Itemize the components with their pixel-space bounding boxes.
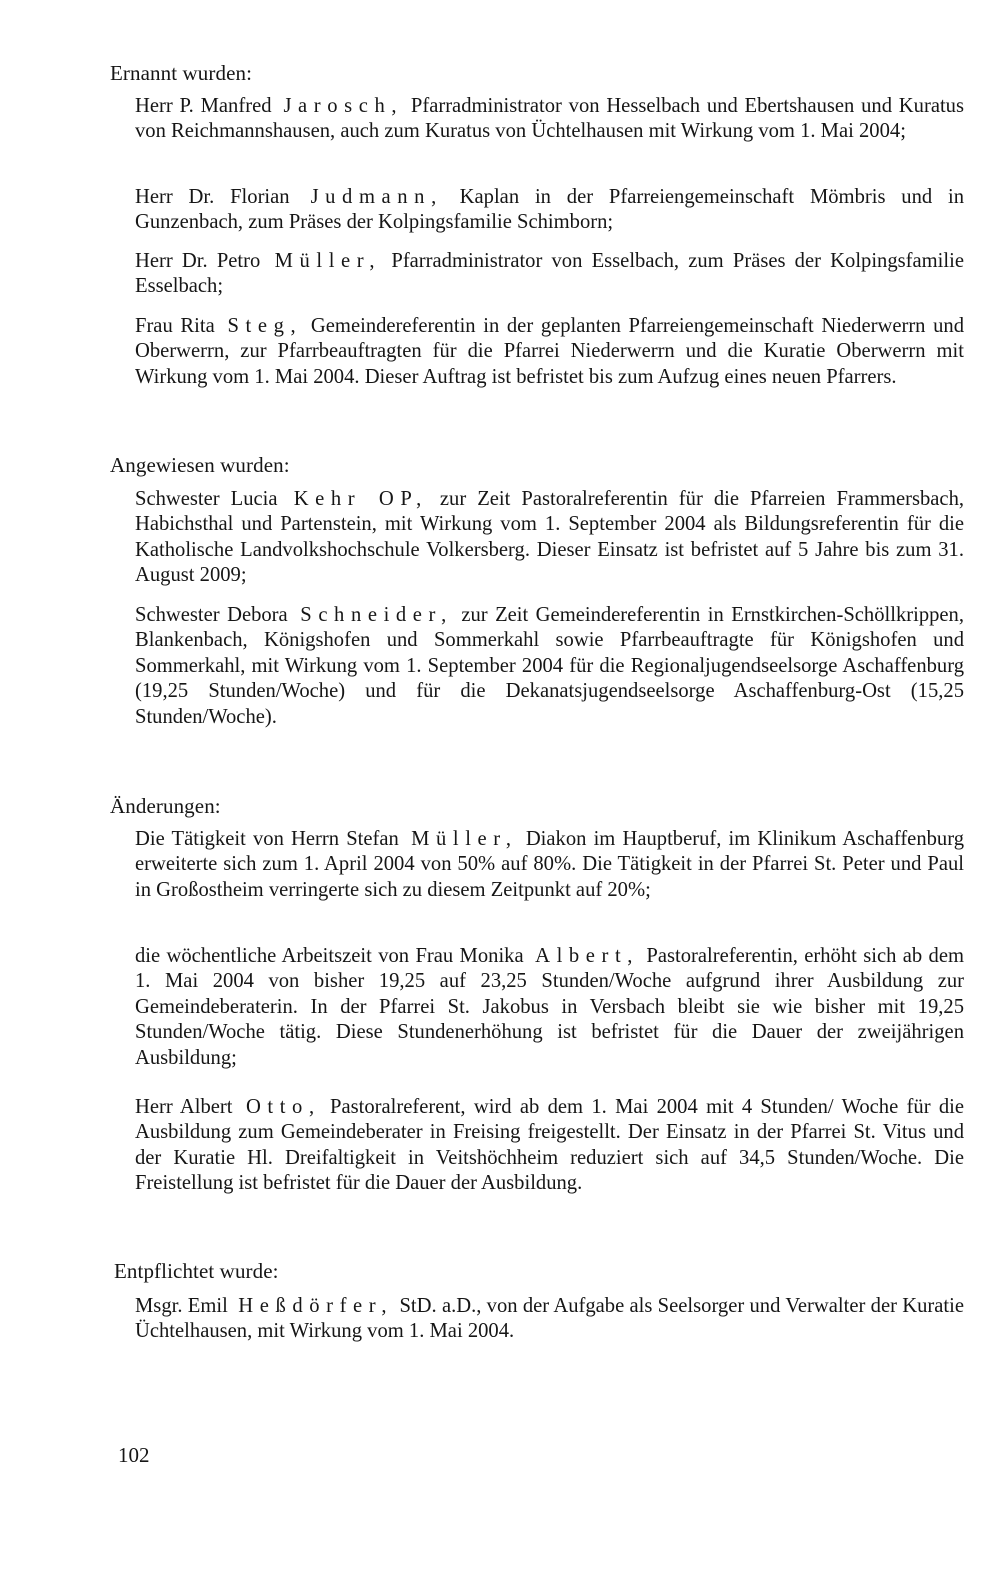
entry-intro: Herr Dr. Florian (135, 186, 290, 208)
person-name: Kehr OP, (293, 488, 428, 510)
entry-intro: Frau Rita (135, 315, 215, 337)
entry-intro: Msgr. Emil (135, 1295, 228, 1317)
person-name: Müller, (274, 250, 382, 272)
entry-intro: Herr Albert (135, 1096, 233, 1118)
entry-schneider (135, 603, 964, 730)
entry-text: zur Zeit Gemeindereferentin in Ernstkirchen-Schöllkrippen, Blankenbach, Königshofen und Sommerkahl sowie Pfarrbeauftragte für Königshofen und Sommerkahl, mit Wirkung vom 1. September 2004 für die Regionaljugendseelsorge Aschaffenburg (19,25 Stunden/Woche) und für die Dekanatsjugendseelsorge Aschaffenburg-Ost (15,25 Stunden/Woche). (135, 604, 965, 728)
entry-intro: Schwester Lucia (135, 488, 278, 510)
entry-intro: Schwester Debora (135, 604, 288, 626)
section-heading-entpflichtet: Entpflichtet wurde: (114, 1259, 279, 1283)
entry-albert (135, 944, 964, 1071)
person-name: Judmann, (310, 186, 443, 208)
entry-text: StD. a.D., von der Aufgabe als Seelsorger und Verwalter der Kuratie Üchtelhausen, mit Wirkung vom 1. Mai 2004. (135, 1295, 964, 1343)
entry-text: Gemeindereferentin in der geplanten Pfarreiengemeinschaft Niederwerrn und Oberwerrn, zur Pfarrbeauftragten für die Pfarrei Niederwerrn und die Kuratie Oberwerrn mit Wirkung vom 1. Mai 2004. Dieser Auftrag ist befristet bis zum Aufzug eines neuen Pfarrers. (135, 315, 965, 388)
entry-text: Kaplan in der Pfarreiengemeinschaft Mömbris und in Gunzenbach, zum Präses der Kolpingsfamilie Schimborn; (135, 186, 965, 234)
person-name: Steg, (227, 315, 303, 337)
person-name: Müller, (411, 828, 518, 850)
entry-text: Pastoralreferentin, erhöht sich ab dem 1. Mai 2004 von bisher 19,25 auf 23,25 Stunden/Woche aufgrund ihrer Ausbildung zur Gemeindeberaterin. In der Pfarrei St. Jakobus in Versbach bleibt sie wie bisher mit 19,25 Stunden/Woche tätig. Diese Stundenerhöhung ist befristet für die Dauer der zweijährigen Ausbildung; (135, 945, 964, 1069)
entry-text: Pfarradministrator von Hesselbach und Ebertshausen und Kuratus von Reichmannshausen, auch zum Kuratus von Üchtelhausen mit Wirkung vom 1. Mai 2004; (135, 95, 964, 143)
entry-intro: Die Tätigkeit von Herrn Stefan (135, 828, 399, 850)
person-name: Albert, (535, 945, 640, 967)
entry-judmann (135, 185, 964, 236)
entry-mueller-petro (135, 249, 964, 300)
entry-text: Pfarradministrator von Esselbach, zum Präses der Kolpingsfamilie Esselbach; (135, 250, 964, 298)
entry-intro: Herr P. Manfred (135, 95, 272, 117)
entry-steg (135, 314, 964, 390)
entry-hessdoerfer (135, 1294, 964, 1345)
person-name: Otto, (245, 1096, 321, 1118)
person-name: Heßdörfer, (238, 1295, 394, 1317)
section-heading-ernannt: Ernannt wurden: (110, 61, 253, 85)
entry-kehr (135, 487, 964, 589)
entry-text: Diakon im Hauptberuf, im Klinikum Aschaffenburg erweiterte sich zum 1. April 2004 von 50% auf 80%. Die Tätigkeit in der Pfarrei St. Peter und Paul in Großostheim verringerte sich zu diesem Zeitpunkt auf 20%; (135, 828, 964, 901)
entry-intro: Herr Dr. Petro (135, 250, 261, 272)
entry-text: Pastoralreferent, wird ab dem 1. Mai 2004 mit 4 Stunden/ Woche für die Ausbildung zum Gemeindeberater in Freising freigestellt. Der Einsatz in der Pfarrei St. Vitus und der Kuratie Hl. Dreifaltigkeit in Veitshöchheim reduziert sich auf 34,5 Stunden/Woche. Die Freistellung ist befristet für die Dauer der Ausbildung. (135, 1096, 965, 1195)
section-heading-angewiesen: Angewiesen wurden: (110, 453, 290, 477)
person-name: Schneider, (300, 604, 453, 626)
page-number: 102 (118, 1443, 150, 1467)
entry-jarosch (135, 94, 964, 145)
entry-text: zur Zeit Pastoralreferentin für die Pfarreien Frammersbach, Habichsthal und Partenstein, mit Wirkung vom 1. September 2004 als Bildungsreferentin für die Katholische Landvolkshochschule Volkersberg. Dieser Einsatz ist befristet auf 5 Jahre bis zum 31. August 2009; (135, 488, 965, 587)
entry-intro: die wöchentliche Arbeitszeit von Frau Monika (135, 945, 524, 967)
entry-otto (135, 1095, 964, 1197)
entry-mueller-stefan (135, 827, 964, 903)
person-name: Jarosch, (283, 95, 404, 117)
section-heading-aenderungen: Änderungen: (110, 794, 221, 818)
